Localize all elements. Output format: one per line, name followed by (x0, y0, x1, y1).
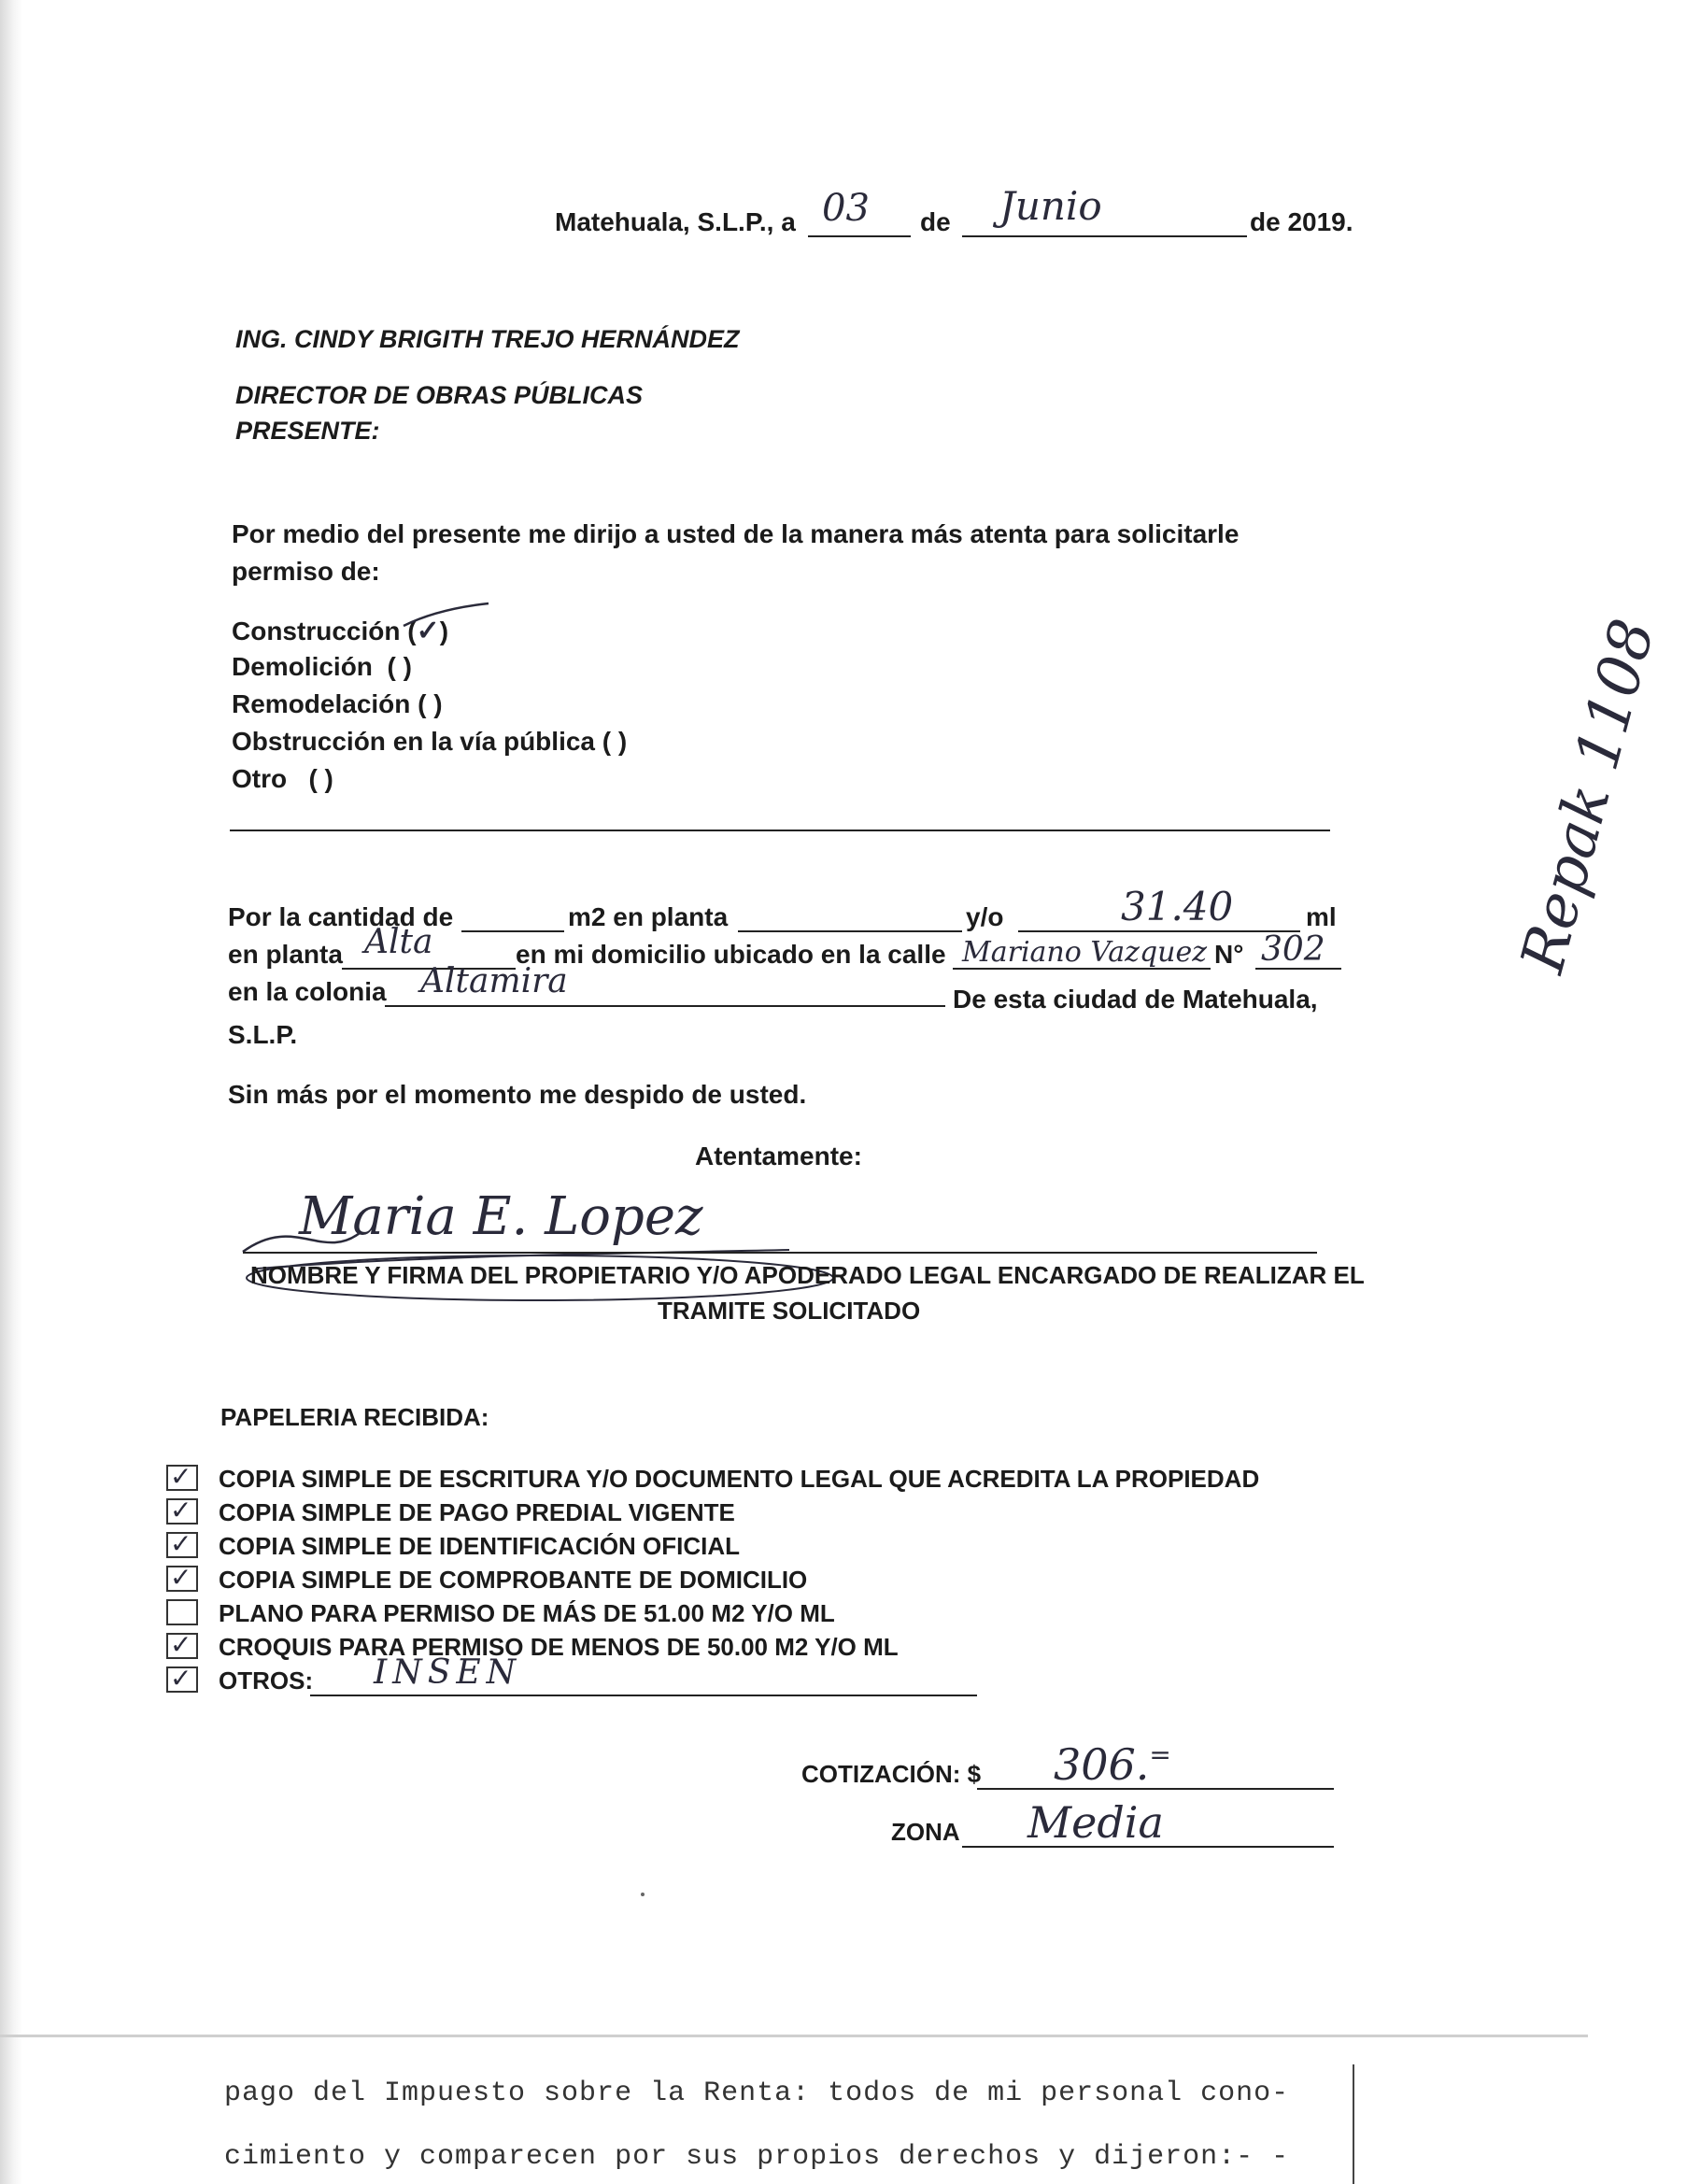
colonia-underline (385, 1005, 945, 1007)
cotizacion-amount: 306. (1054, 1739, 1150, 1790)
year-label: de 2019. (1250, 207, 1353, 236)
check-mark-icon: ✓ (170, 1629, 192, 1660)
day-underline (808, 235, 911, 237)
month-underline (962, 235, 1247, 237)
calle-value: Mariano Vazquez (962, 936, 1208, 969)
ciudad-label: De esta ciudad de Matehuala, (953, 985, 1318, 1014)
check-mark-icon: ✓ (170, 1461, 192, 1492)
bottom-margin-rule (1353, 2064, 1354, 2184)
m2-label: m2 en planta (568, 902, 729, 931)
domicilio-label: en mi domicilio ubicado en la calle (516, 940, 946, 969)
check-mark-icon: ✓ (170, 1495, 192, 1525)
place-label: Matehuala, S.L.P., a (555, 207, 796, 236)
papeleria-item-3: COPIA SIMPLE DE IDENTIFICACIÓN OFICIAL (219, 1532, 741, 1560)
option-mark: ✓ (416, 616, 440, 646)
papeleria-item-2: COPIA SIMPLE DE PAGO PREDIAL VIGENTE (219, 1498, 735, 1526)
papeleria-item-7: OTROS: (219, 1666, 314, 1695)
papeleria-checkbox-2[interactable] (166, 1495, 198, 1525)
check-mark-icon: ✓ (170, 1562, 192, 1593)
construccion-stroke (400, 598, 493, 635)
option-remodelacion: Remodelación ( ) (232, 689, 443, 718)
papeleria-heading: PAPELERIA RECIBIDA: (220, 1403, 489, 1431)
check-mark-icon: ✓ (170, 1528, 192, 1559)
planta-value: Alta (364, 923, 433, 961)
atentamente-label: Atentamente: (695, 1142, 862, 1170)
cotizacion-label: COTIZACIÓN: $ (801, 1760, 982, 1788)
numero-label: N° (1214, 940, 1244, 969)
option-demolicion (232, 652, 412, 682)
speck (641, 1893, 645, 1896)
check-mark-icon: ✓ (170, 1663, 192, 1694)
addressee-name: ING. CINDY BRIGITH TREJO HERNÁNDEZ (235, 325, 740, 353)
closing-text: Sin más por el momento me despido de usted. (228, 1080, 807, 1109)
bottom-text-line-1: pago del Impuesto sobre la Renta: todos de mi personal cono- (224, 2078, 1290, 2109)
otros-value: INSEN (374, 1653, 522, 1692)
yo-label: y/o (966, 902, 1004, 931)
scan-edge-shadow (0, 0, 22, 2184)
otros-underline (310, 1695, 977, 1696)
papeleria-checkbox-3[interactable] (166, 1528, 198, 1559)
day-value: 03 (822, 187, 870, 230)
cotizacion-cents: = (1149, 1739, 1171, 1770)
qty-underline (461, 930, 564, 932)
cotizacion-value (1054, 1739, 1171, 1790)
bottom-text-line-2: cimiento y comparecen por sus propios derechos y dijeron:- - (224, 2141, 1290, 2173)
papeleria-checkbox-5[interactable] (166, 1599, 198, 1625)
papeleria-item-5: PLANO PARA PERMISO DE MÁS DE 51.00 M2 Y/O ML (219, 1599, 835, 1627)
option-label: Demolición (232, 652, 373, 681)
option-close: ) (439, 617, 449, 645)
papeleria-item-6: CROQUIS PARA PERMISO DE MENOS DE 50.00 M2 Y/O ML (219, 1633, 899, 1661)
colonia-value: Altamira (420, 962, 568, 1000)
option-obstruccion: Obstrucción en la vía pública ( ) (232, 727, 628, 756)
papeleria-checkbox-4[interactable] (166, 1562, 198, 1593)
scan-fold-line (0, 2035, 1588, 2037)
planta-underline (738, 930, 962, 932)
ml-value: 31.40 (1121, 884, 1234, 929)
margin-note: Repak 1108 (1508, 612, 1669, 980)
numero-value: 302 (1261, 930, 1325, 969)
papeleria-checkbox-1[interactable] (166, 1461, 198, 1492)
signature-caption-1: NOMBRE Y FIRMA DEL PROPIETARIO Y/O APODERADO LEGAL ENCARGADO DE REALIZAR EL (250, 1261, 1365, 1289)
zona-value: Media (1027, 1797, 1164, 1848)
presente-label: PRESENTE: (235, 417, 380, 445)
papeleria-item-1: COPIA SIMPLE DE ESCRITURA Y/O DOCUMENTO LEGAL QUE ACREDITA LA PROPIEDAD (219, 1465, 1260, 1493)
ml-underline (1018, 930, 1300, 932)
en-planta-label: en planta (228, 940, 343, 969)
papeleria-checkbox-6[interactable] (166, 1629, 198, 1660)
qty-label: Por la cantidad de (228, 902, 454, 931)
signature: Maria E. Lopez (299, 1186, 703, 1247)
month-value: Junio (999, 183, 1102, 229)
colonia-label: en la colonia (228, 977, 387, 1006)
signature-caption-2: TRAMITE SOLICITADO (658, 1297, 921, 1325)
papeleria-item-4: COPIA SIMPLE DE COMPROBANTE DE DOMICILIO (219, 1566, 808, 1594)
option-close: ( ) (308, 764, 333, 793)
option-close: ( ) (387, 652, 412, 681)
ml-label: ml (1306, 902, 1337, 931)
option-label: Otro (232, 764, 288, 793)
de-label: de (920, 207, 951, 236)
papeleria-checkbox-7[interactable] (166, 1663, 198, 1694)
slp-label: S.L.P. (228, 1020, 298, 1049)
option-label: Construcción ( (232, 617, 417, 645)
zona-label: ZONA (891, 1818, 960, 1846)
otro-underline (230, 830, 1330, 831)
option-otro (232, 764, 333, 794)
intro-line-1: Por medio del presente me dirijo a usted de la manera más atenta para solicitarle (232, 519, 1240, 548)
addressee-title: DIRECTOR DE OBRAS PÚBLICAS (235, 381, 644, 409)
intro-line-2: permiso de: (232, 557, 380, 586)
